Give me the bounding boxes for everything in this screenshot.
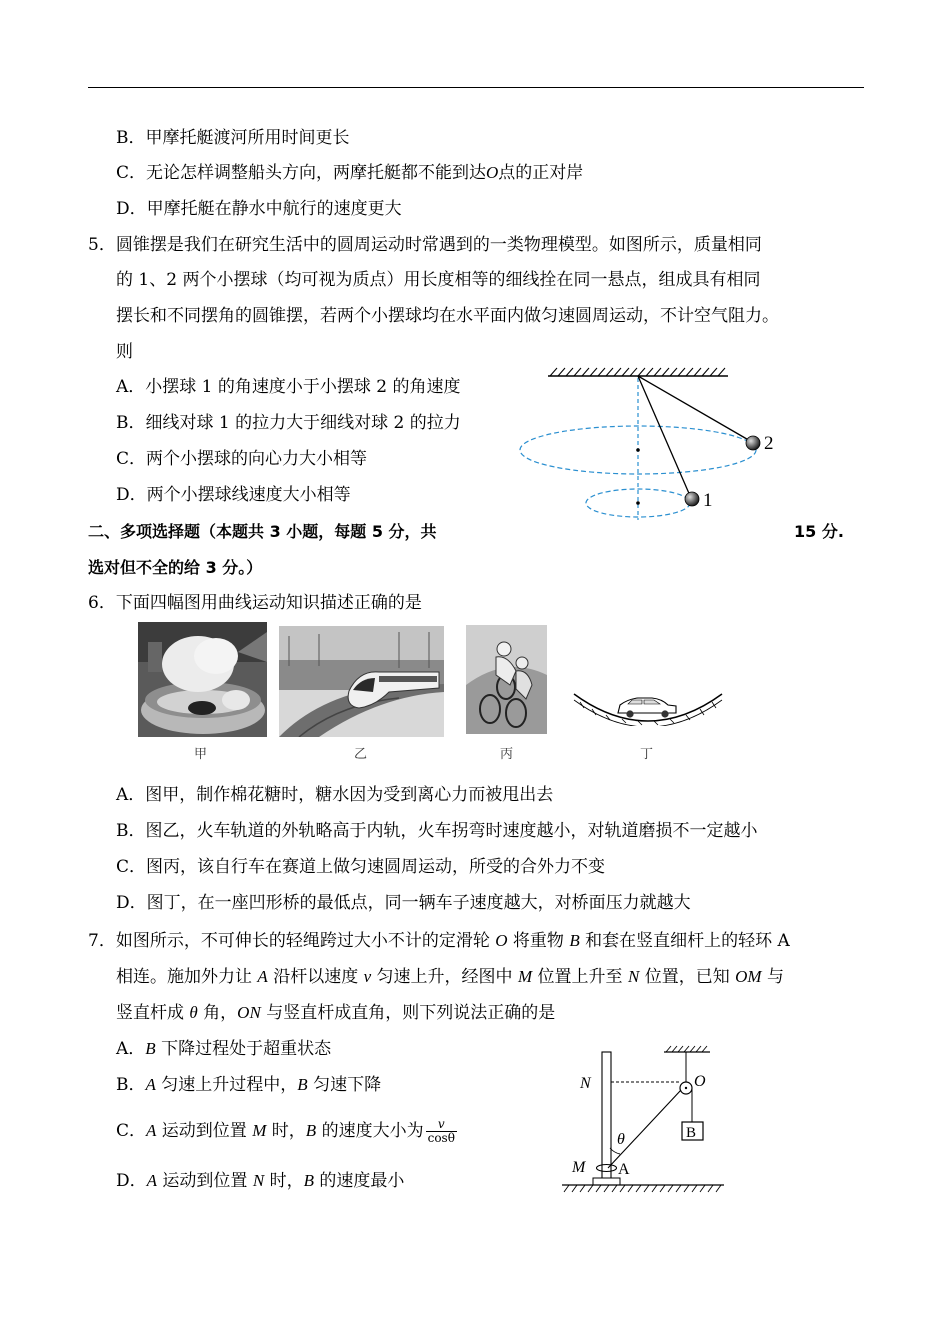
caption-jia: 甲 [194, 747, 208, 762]
caption-bing: 丙 [500, 747, 514, 762]
q6-option-b: B．图乙，火车轨道的外轨略高于内轨，火车拐弯时速度越小，对轨道磨损不一定越小 [116, 821, 758, 841]
q7-stem-line3: 竖直杆成 θ 角，ON 与竖直杆成直角，则下列说法正确的是 [116, 1003, 556, 1023]
q5-option-c: C．两个小摆球的向心力大小相等 [116, 449, 368, 469]
q5-stem-line3: 摆长和不同摆角的圆锥摆，若两个小摆球均在水平面内做匀速圆周运动，不计空气阻力。 [116, 306, 779, 326]
label-theta: θ [617, 1131, 625, 1148]
section2-heading: 二、多项选择题（本题共 3 小题，每题 5 分，共 [88, 522, 437, 541]
q7-stem-line2: 相连。施加外力让 A 沿杆以速度 v 匀速上升，经图中 M 位置上升至 N 位置，已知 OM 与 [116, 967, 784, 987]
label-o: O [694, 1073, 706, 1090]
label-n: N [580, 1075, 591, 1092]
q7-option-a: A．B 下降过程处于超重状态 [116, 1039, 332, 1059]
q4-option-d: D．甲摩托艇在静水中航行的速度更大 [116, 199, 402, 219]
section2-heading-tail: 15 分. [794, 522, 844, 541]
ball-1-label: 1 [703, 490, 713, 511]
label-m: M [572, 1159, 586, 1176]
train-photo [279, 626, 444, 737]
section2-heading-line2: 选对但不全的给 3 分。） [88, 558, 263, 577]
label-b: B [686, 1125, 697, 1141]
q6-option-a: A．图甲，制作棉花糖时，糖水因为受到离心力而被甩出去 [116, 785, 554, 805]
q7-option-c: C．A 运动到位置 M 时，B 的速度大小为 $\frac{v}{\cos\theta}$ [116, 1117, 455, 1145]
q4-option-b: B．甲摩托艇渡河所用时间更长 [116, 128, 350, 148]
ball-2 [746, 436, 760, 450]
cotton-candy-photo [138, 622, 267, 737]
q5-stem-line2: 的 1、2 两个小摆球（均可视为质点）用长度相等的细线拴在同一悬点，组成具有相同 [116, 270, 761, 290]
q6-option-d: D．图丁，在一座凹形桥的最低点，同一辆车子速度越大，对桥面压力就越大 [116, 893, 691, 913]
q5-stem-line4: 则 [116, 342, 133, 362]
header-rule [88, 87, 864, 88]
q7-option-b: B．A 匀速上升过程中，B 匀速下降 [116, 1075, 382, 1095]
ball-1 [685, 492, 699, 506]
q6-option-c: C．图丙，该自行车在赛道上做匀速圆周运动，所受的合外力不变 [116, 857, 606, 877]
velocity-fraction: $\frac{v}{\cos\theta}$ [427, 1117, 455, 1145]
conical-pendulum-figure [510, 362, 800, 527]
cyclists-photo [466, 625, 547, 734]
concave-bridge-figure [570, 686, 725, 726]
pulley-figure [560, 1044, 730, 1196]
q7-option-d: D．A 运动到位置 N 时，B 的速度最小 [116, 1171, 405, 1191]
caption-yi: 乙 [354, 747, 368, 762]
q5-option-a: A．小摆球 1 的角速度小于小摆球 2 的角速度 [116, 377, 461, 397]
label-a: A [618, 1161, 630, 1178]
q5-option-b: B．细线对球 1 的拉力大于细线对球 2 的拉力 [116, 413, 461, 433]
q4-option-c: C．无论怎样调整船头方向，两摩托艇都不能到达O点的正对岸 [116, 163, 584, 183]
q7-stem-line1: 7．如图所示，不可伸长的轻绳跨过大小不计的定滑轮 O 将重物 B 和套在竖直细杆上的轻环 A [88, 931, 790, 951]
q6-stem: 6．下面四幅图用曲线运动知识描述正确的是 [88, 593, 422, 613]
q5-stem-line1: 5．圆锥摆是我们在研究生活中的圆周运动时常遇到的一类物理模型。如图所示，质量相同 [88, 235, 762, 255]
ball-2-label: 2 [764, 433, 774, 454]
q5-option-d: D．两个小摆球线速度大小相等 [116, 485, 351, 505]
caption-ding: 丁 [640, 747, 654, 762]
